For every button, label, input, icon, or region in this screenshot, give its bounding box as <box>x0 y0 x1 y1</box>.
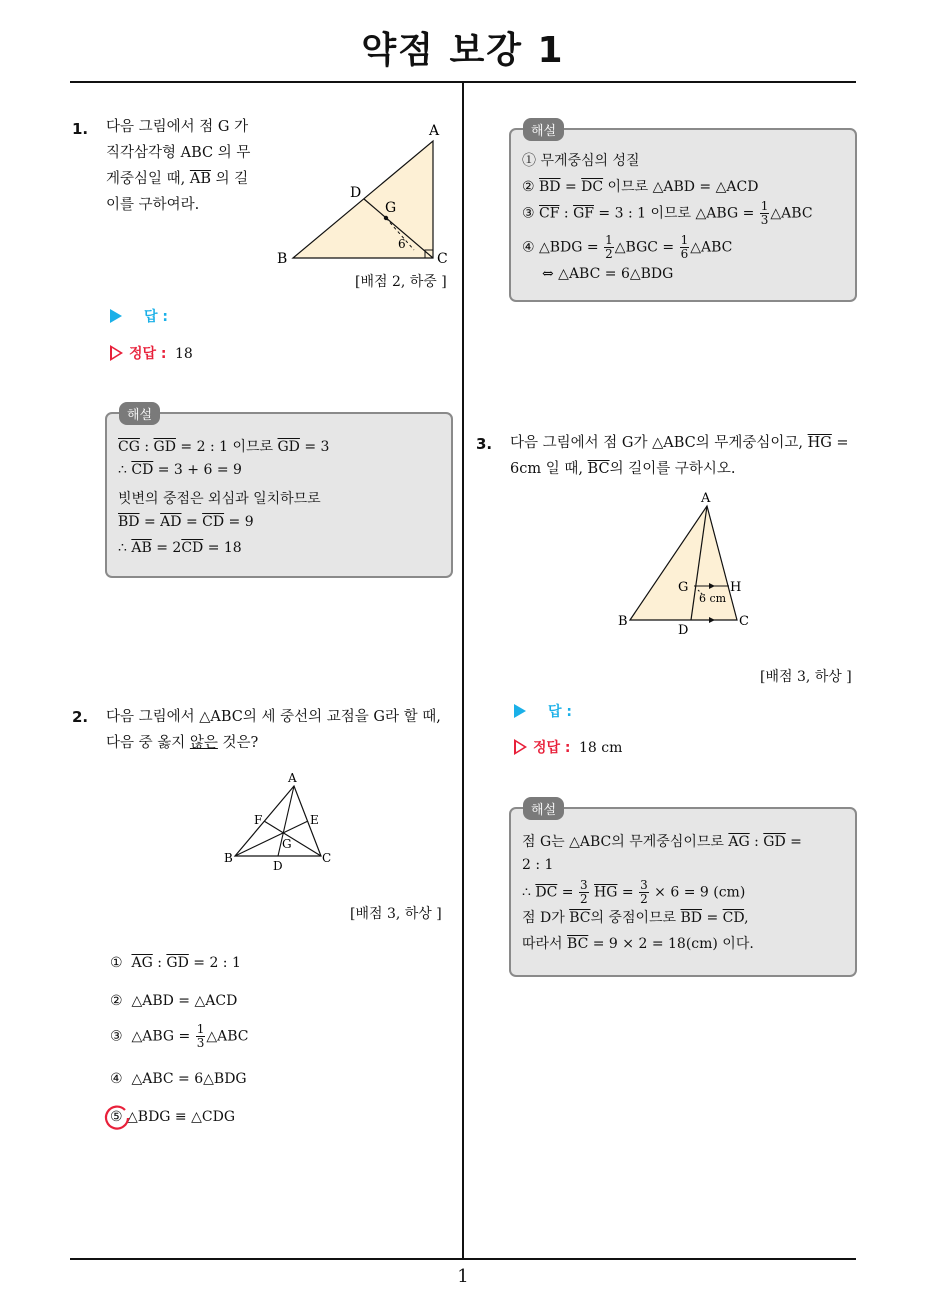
q2-text <box>106 704 441 756</box>
q3-solution-tag: 해설 <box>523 797 564 820</box>
q3-figure <box>612 488 762 638</box>
q2-sol-line-3: ③ $\overline{CF}$ : $\overline{GF} = 3$ : 1 이므로 △ABG = $\frac{1}{3}$ △ABC <box>522 199 813 227</box>
page-number: 1 <box>457 1266 469 1287</box>
q3-sol-line-4: 점 D가 $\overline{BC}$의 중점이므로 $\overline{BD} = \overline{CD}$, <box>522 910 749 926</box>
outline-triangle-icon <box>514 739 527 755</box>
correct-label: 정답 : <box>533 740 571 756</box>
q2-choice-1[interactable]: ① $\overline{AG}$ : $\overline{GD} = 2$ : 1 <box>110 955 241 971</box>
q2-label-b: B <box>224 851 233 865</box>
q1-score: [배점 2, 하중 ] <box>355 274 447 290</box>
q1-ab: $\overline{AB}$ <box>189 171 212 187</box>
q3-text <box>510 430 849 482</box>
q2-choice-2[interactable]: ② △ABD = △ACD <box>110 993 238 1009</box>
column-divider <box>462 83 464 1260</box>
play-icon <box>110 309 122 323</box>
page-title: 약점 보강 1 <box>361 30 565 71</box>
q2-score: [배점 3, 하상 ] <box>350 906 442 922</box>
q2-solution-tag: 해설 <box>523 118 564 141</box>
q1-solution-tag: 해설 <box>119 402 160 425</box>
q2-sol-line-4: ④ △BDG = $\frac{1}{2}$ △BGC = $\frac{1}{6}$ △ABC <box>522 233 733 261</box>
q2-line-2: 다음 중 옳지 않은 것은? <box>106 735 259 751</box>
answer-label: 답 : <box>548 704 572 720</box>
q1-label-d: D <box>350 185 362 201</box>
q3-sol-line-1: 점 G는 △ABC의 무게중심이므로 $\overline{AG}$ : $\overline{GD}$ = <box>522 834 802 850</box>
q1-label-b: B <box>277 251 288 267</box>
outline-triangle-icon <box>110 345 123 361</box>
q1-figure <box>270 118 460 268</box>
correct-value: 18 <box>174 346 193 362</box>
q1-answer[interactable] <box>110 306 168 326</box>
correct-value: 18 cm <box>578 740 623 756</box>
q3-solution-lines <box>522 831 802 959</box>
q3-sol-line-3: ∴ $\overline{DC}$ = $\frac{3}{2}$ $\overline{HG}$ = $\frac{3}{2}$ × 6 = 9 (cm) <box>522 878 746 906</box>
q2-figure <box>218 770 338 876</box>
q1-line: 이를 구하여라. <box>106 197 200 213</box>
q3-sol-line-5: 따라서 $\overline{BC} = 9 \times 2 = 18(cm)$ 이다. <box>522 936 754 952</box>
q1-number: 1. <box>72 120 89 138</box>
q1-label-a: A <box>429 123 440 139</box>
q2-sol-line-2: ② $\overline{BD} = \overline{DC}$ 이므로 △ABD = △ACD <box>522 179 759 195</box>
q3-label-6cm: 6 cm <box>699 592 727 605</box>
q2-label-d: D <box>273 859 283 873</box>
q2-line-1: 다음 그림에서 △ABC의 세 중선의 교점을 G라 할 때, <box>106 709 441 725</box>
q3-label-g: G <box>678 580 689 595</box>
q1-solution-lines <box>118 436 329 566</box>
q1-label-6: 6 <box>398 237 406 251</box>
q1-line: 다음 그림에서 점 G 가 <box>106 119 249 135</box>
q2-number: 2. <box>72 708 89 726</box>
answer-circle-icon <box>103 1103 131 1131</box>
q3-sol-line-2: 2 : 1 <box>522 857 554 873</box>
q2-label-e: E <box>310 813 319 827</box>
q2-label-f: F <box>254 813 263 827</box>
q2-label-g: G <box>282 837 292 851</box>
q3-label-a: A <box>701 491 711 506</box>
q2-choice-4[interactable]: ④ △ABC = 6△BDG <box>110 1071 247 1087</box>
q3-label-d: D <box>678 623 689 638</box>
q2-triangle <box>235 786 321 856</box>
q3-label-h: H <box>730 580 742 595</box>
q1-sol-line-2: ∴ $\overline{CD} = 3 + 6 = 9$ <box>118 462 242 478</box>
q3-answer[interactable] <box>514 701 572 721</box>
q2-label-c: C <box>322 851 332 865</box>
q1-sol-line-1: $\overline{CG}$ : $\overline{GD} = 2$ : 1 이므로 $\overline{GD} = 3$ <box>118 439 330 455</box>
q2-choice-5[interactable]: ⑤ △BDG ≡ △CDG <box>110 1109 235 1125</box>
q1-correct <box>110 343 193 363</box>
q2-sol-line-5: ⇔ △ABC = 6△BDG <box>542 266 674 282</box>
q1-point-g <box>384 216 388 220</box>
q1-label-c: C <box>437 251 448 267</box>
q1-sol-line-3: 빗변의 중점은 외심과 일치하므로 <box>118 491 321 507</box>
q1-sol-line-4: $\overline{BD} = \overline{AD} = \overline{CD} = 9$ <box>118 514 254 530</box>
footer-rule <box>70 1258 856 1260</box>
q1-sol-line-5: ∴ $\overline{AB} = 2\overline{CD} = 18$ <box>118 540 242 556</box>
answer-label: 답 : <box>144 309 168 325</box>
q1-text <box>106 114 276 218</box>
q2-label-a: A <box>288 771 297 785</box>
q3-label-b: B <box>618 614 628 629</box>
q2-choice-3[interactable]: ③ △ABG = $\frac{1}{3}$ △ABC <box>110 1022 249 1050</box>
q3-correct <box>514 737 622 757</box>
q1-label-g: G <box>385 200 397 216</box>
play-icon <box>514 704 526 718</box>
q2-underlined: 않은 <box>189 735 218 751</box>
q1-line: 게중심일 때, $\overline{AB}$ 의 길 <box>106 171 249 187</box>
q3-number: 3. <box>476 435 493 453</box>
q1-line: 직각삼각형 ABC 의 무 <box>106 145 251 161</box>
q3-score: [배점 3, 하상 ] <box>760 669 852 685</box>
q3-line-2: 6cm 일 때, $\overline{BC}$의 길이를 구하시오. <box>510 461 736 477</box>
q2-sol-line-1: ① 무게중심의 성질 <box>522 153 640 169</box>
q3-label-c: C <box>739 614 749 629</box>
q3-line-1: 다음 그림에서 점 G가 △ABC의 무게중심이고, $\overline{HG}$ = <box>510 435 849 451</box>
correct-label: 정답 : <box>129 346 167 362</box>
q2-solution-lines <box>522 150 813 292</box>
